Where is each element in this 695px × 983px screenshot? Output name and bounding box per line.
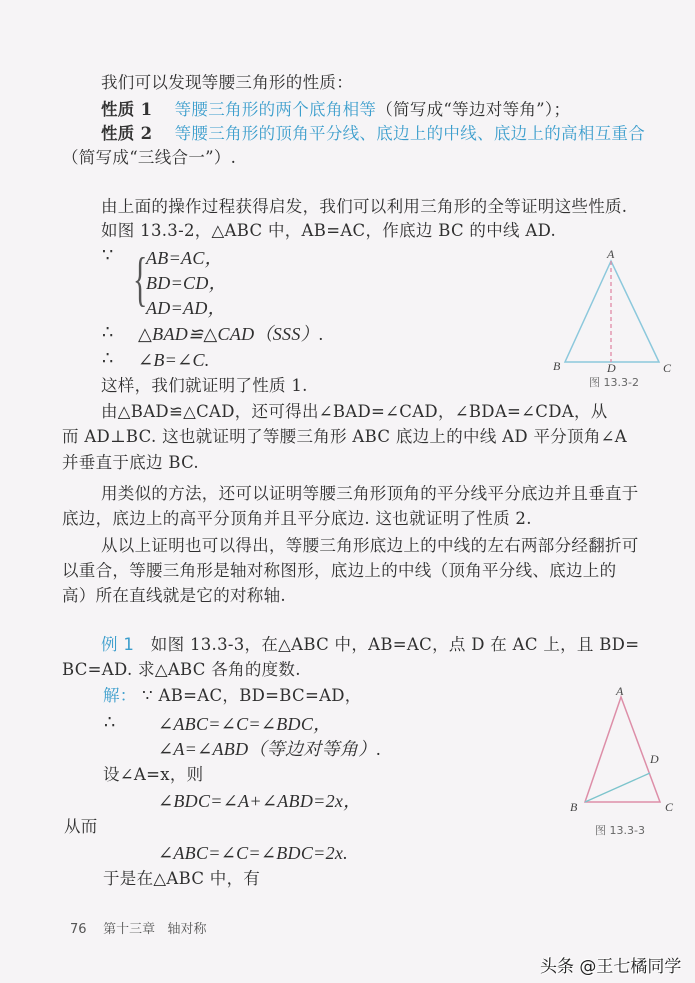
solution-line-1-text: ∵ AB=AC，BD=BC=AD， xyxy=(142,686,362,705)
fig2-label-a: A xyxy=(616,684,624,698)
solution-line-2: ∠ABC=∠C=∠BDC， xyxy=(158,714,332,734)
solution-label: 解： xyxy=(103,686,137,705)
segment-bd xyxy=(585,773,650,802)
because-symbol: ∵ xyxy=(102,245,114,266)
para-line-7: 以重合，等腰三角形是轴对称图形，底边上的中线（顶角平分线、底边上的 xyxy=(62,561,617,580)
example-label: 例 1 xyxy=(101,635,135,654)
example-question-1 xyxy=(101,634,639,656)
triangle-abc xyxy=(565,261,659,362)
property-2-label: 性质 2 xyxy=(101,124,153,143)
therefore-symbol-2: ∴ xyxy=(102,348,114,369)
solution-line-4: 设∠A=x，则 xyxy=(103,765,204,784)
condition-3: AD=AD， xyxy=(146,298,226,318)
para-line-5: 底边，底边上的高平分顶角并且平分底边. 这也就证明了性质 2. xyxy=(62,509,532,528)
para-line-3: 并垂直于底边 BC. xyxy=(62,453,199,472)
proof-done: 这样，我们就证明了性质 1. xyxy=(101,376,308,395)
chapter-title: 轴对称 xyxy=(167,922,207,937)
fig2-label-d: D xyxy=(650,752,659,766)
solution-line-1 xyxy=(103,685,362,707)
solution-line-3: ∠A=∠ABD（等边对等角）. xyxy=(158,739,382,759)
solution-line-6: 从而 xyxy=(64,817,98,836)
solution-line-5: ∠BDC=∠A+∠ABD=2x， xyxy=(158,791,362,811)
example-question-2: BC=AD. 求△ABC 各角的度数. xyxy=(62,660,301,679)
figure-13-3-2 xyxy=(555,255,675,375)
proof-intro-1: 由上面的操作过程获得启发，我们可以利用三角形的全等证明这些性质. xyxy=(101,197,628,216)
page-number: 76 xyxy=(70,922,87,937)
fig2-label-b: B xyxy=(570,800,578,814)
para-line-6: 从以上证明也可以得出，等腰三角形底边上的中线的左右两部分经翻折可 xyxy=(101,536,639,555)
para-line-2: 而 AD⊥BC. 这也就证明了等腰三角形 ABC 底边上的中线 AD 平分顶角∠A xyxy=(62,427,628,446)
therefore-symbol-3: ∴ xyxy=(104,712,116,733)
fig1-label-a: A xyxy=(607,247,615,261)
property-2-note: （简写成“三线合一”）. xyxy=(62,148,237,167)
proof-intro-2: 如图 13.3-2，△ABC 中，AB=AC，作底边 BC 的中线 AD. xyxy=(101,221,557,240)
watermark: 头条 @王七橘同学 xyxy=(540,957,682,977)
solution-line-7: ∠ABC=∠C=∠BDC=2x. xyxy=(158,843,348,863)
fig1-label-b: B xyxy=(553,359,561,373)
fig2-caption: 图 13.3-3 xyxy=(595,824,645,837)
para-line-1: 由△BAD≌△CAD，还可得出∠BAD=∠CAD，∠BDA=∠CDA，从 xyxy=(101,402,608,421)
proof-conclusion-2: ∠B=∠C. xyxy=(138,350,210,370)
proof-conclusion-1: △BAD≌△CAD（SSS）. xyxy=(138,324,324,344)
fig1-caption: 图 13.3-2 xyxy=(589,376,639,389)
property-1-label: 性质 1 xyxy=(101,100,153,119)
example-q1-text: 如图 13.3-3，在△ABC 中，AB=AC，点 D 在 AC 上，且 BD= xyxy=(150,635,640,654)
solution-line-8: 于是在△ABC 中，有 xyxy=(103,869,261,888)
property-1 xyxy=(101,99,570,121)
fig1-label-c: C xyxy=(663,361,672,375)
therefore-symbol-1: ∴ xyxy=(102,322,114,343)
chapter-number: 第十三章 xyxy=(103,922,156,937)
para-line-4: 用类似的方法，还可以证明等腰三角形顶角的平分线平分底边并且垂直于 xyxy=(101,484,639,503)
para-line-8: 高）所在直线就是它的对称轴. xyxy=(62,586,286,605)
page-footer xyxy=(70,918,207,937)
brace: { xyxy=(133,246,148,312)
property-2 xyxy=(101,123,645,145)
condition-2: BD=CD， xyxy=(146,273,227,293)
properties-intro: 我们可以发现等腰三角形的性质： xyxy=(101,73,353,92)
fig1-label-d: D xyxy=(607,361,616,375)
fig2-label-c: C xyxy=(665,800,674,814)
condition-1: AB=AC， xyxy=(146,248,223,268)
property-2-text: 等腰三角形的顶角平分线、底边上的中线、底边上的高相互重合 xyxy=(174,124,646,143)
property-1-note: （简写成“等边对等角”）； xyxy=(376,100,571,119)
property-1-text: 等腰三角形的两个底角相等 xyxy=(174,100,377,119)
triangle-abc-2 xyxy=(585,697,660,802)
